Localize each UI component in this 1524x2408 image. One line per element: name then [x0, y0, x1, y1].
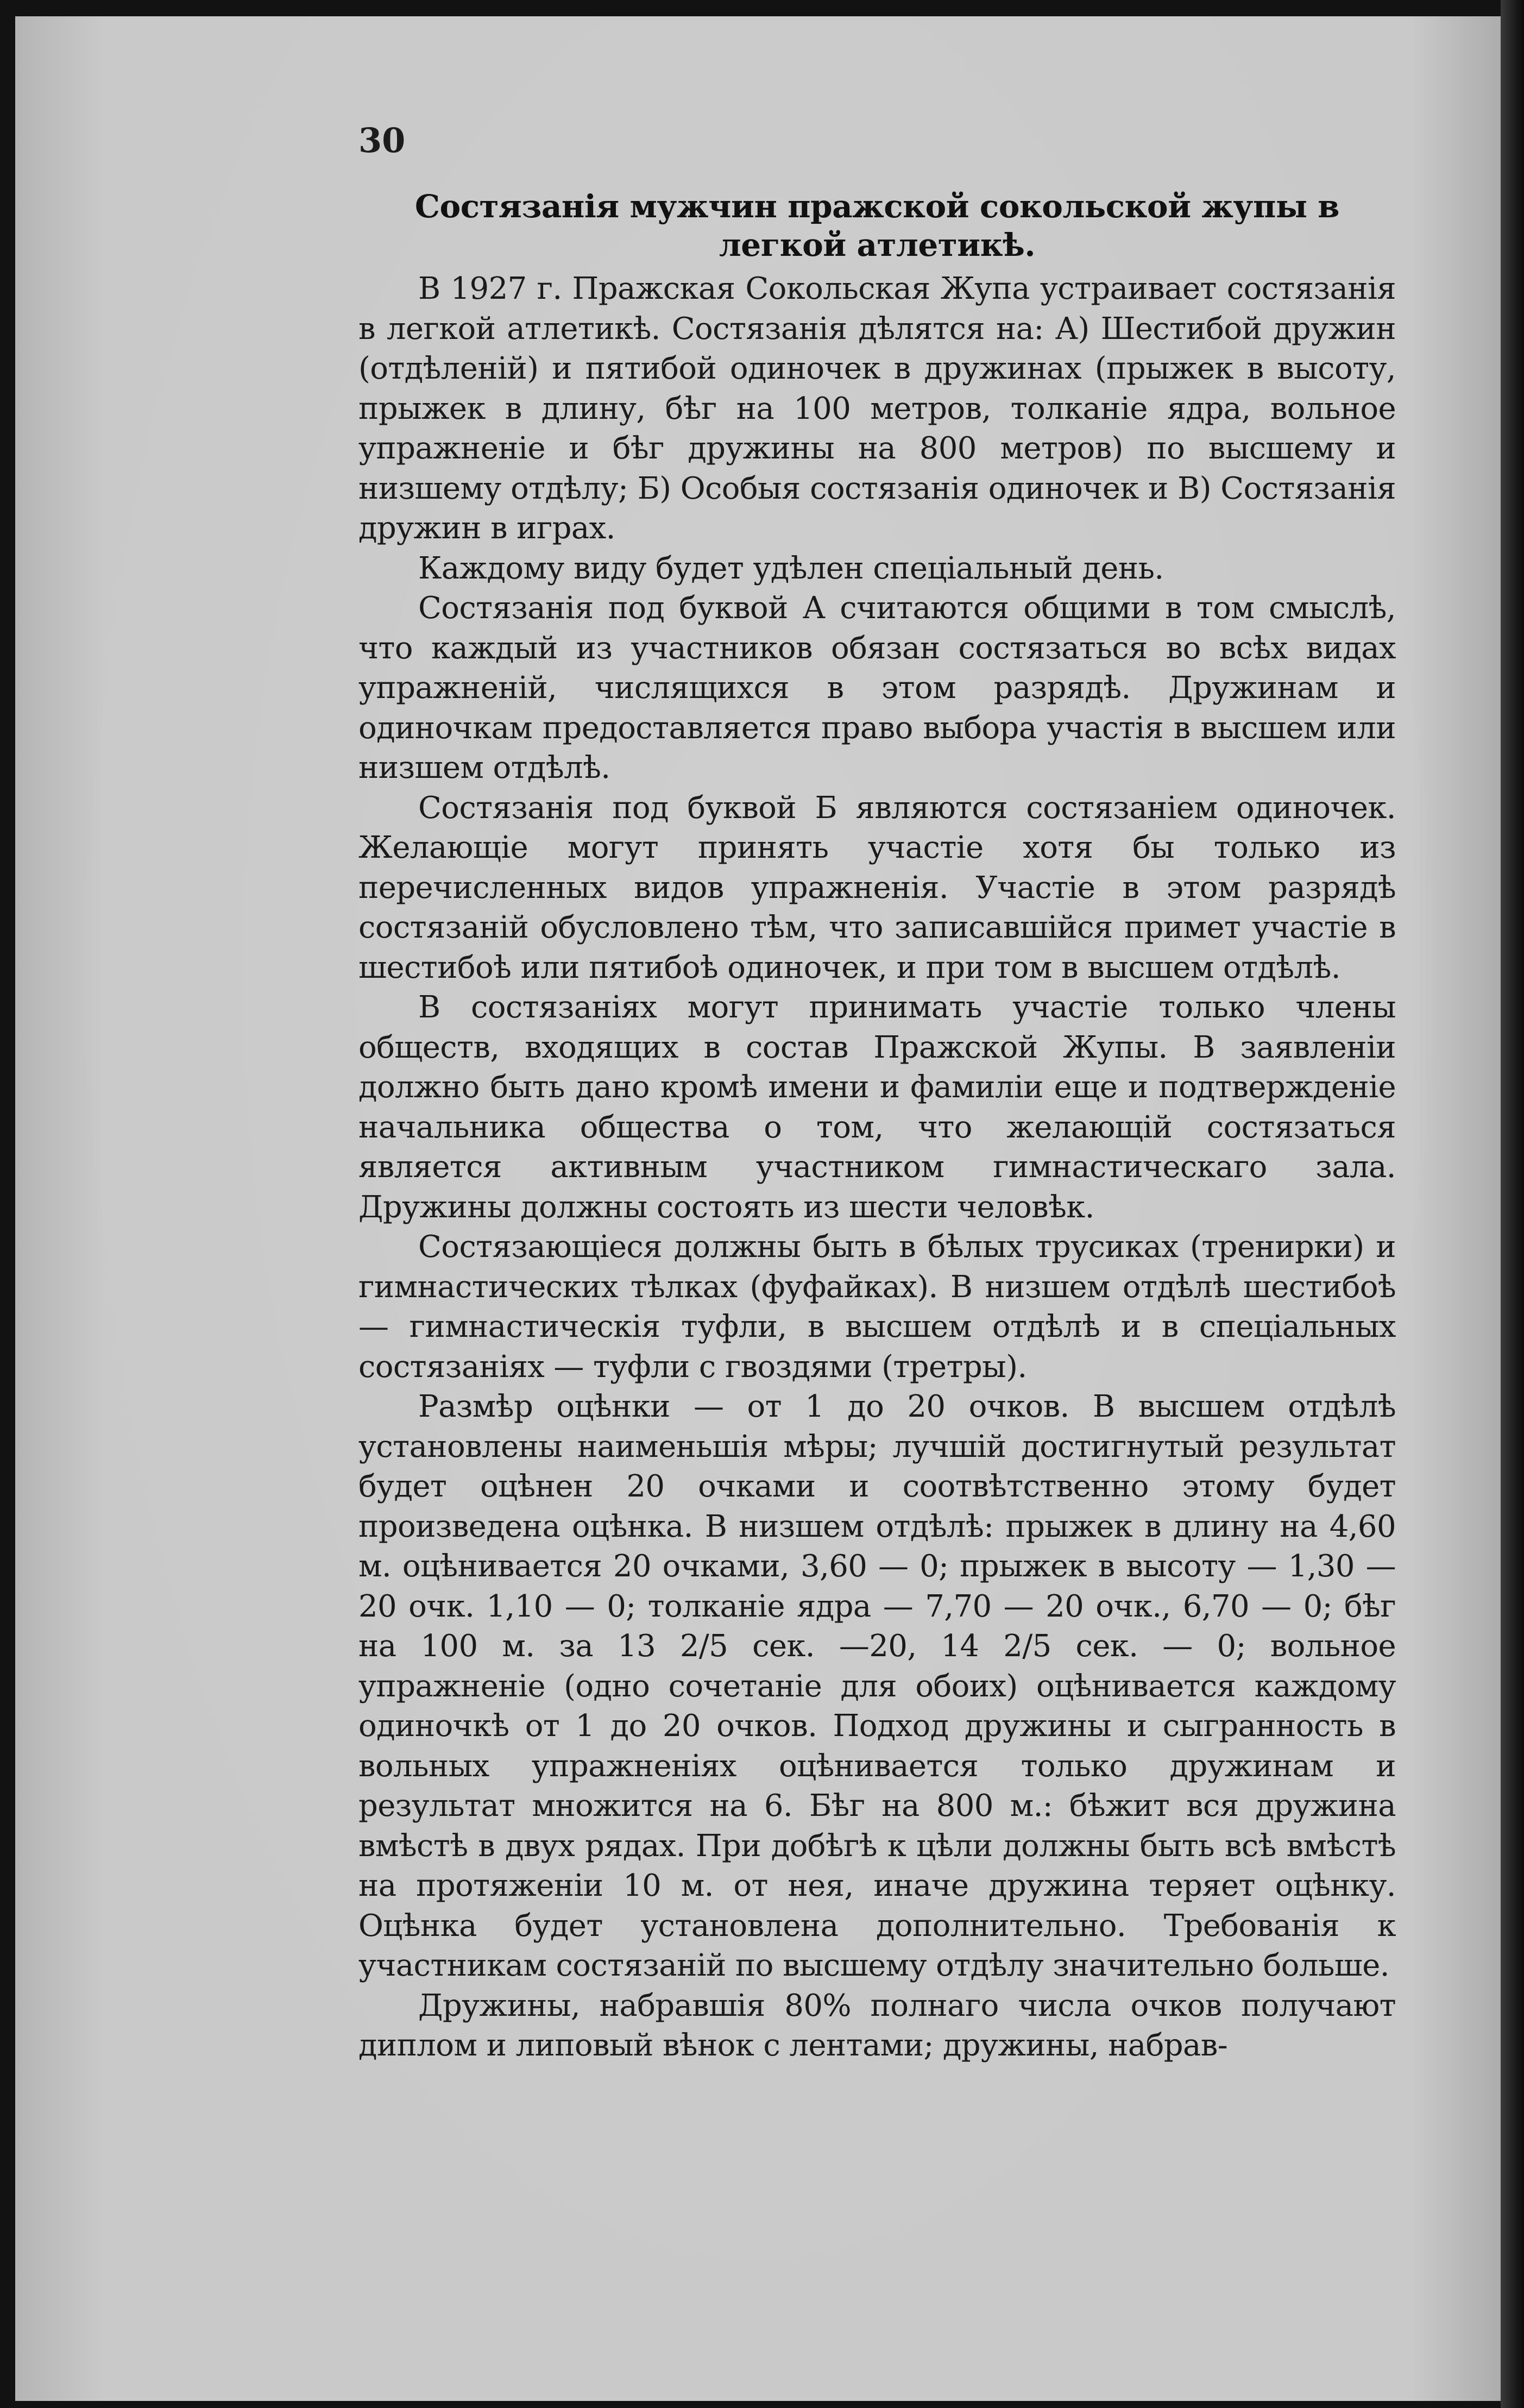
paragraph: В состязаніях могут принимать участіе только члены обществ, входящих в состав Пражской Жупы. В заявленіи должно быть дано кромѣ имени и фамиліи еще и подтвержденіе начальника общества о том, что желающій состязаться является активным участником гимнастическаго зала. Дружины должны состоять из шести человѣк.	[358, 990, 1396, 1225]
paragraph: Состязанія под буквой А считаются общими в том смыслѣ, что каждый из участников обязан состязаться во всѣх видах упражненій, числящихся в этом разрядѣ. Дружинам и одиночкам предоставляется право выбора участія в высшем или низшем отдѣлѣ.	[358, 590, 1396, 785]
page-edge-shadow	[1501, 0, 1524, 2408]
paragraph: В 1927 г. Пражская Сокольская Жупа устраивает состязанія в легкой атлетикѣ. Состязанія дѣлятся на: А) Шестибой дружин (отдѣленій) и пятибой одиночек в дружинах (прыжек в высоту, прыжек в длину, бѣг на 100 метров, толканіе ядра, вольное упражненіе и бѣг дружины на 800 метров) по высшему и низшему отдѣлу; Б) Особыя состязанія одиночек и В) Состязанія дружин в играх.	[358, 271, 1396, 546]
paragraph: Состязанія под буквой Б являются состязаніем одиночек. Желающіе могут принять участіе хотя бы только из перечисленных видов упражненія. Участіе в этом разрядѣ состязаній обусловлено тѣм, что записавшійся примет участіе в шестибоѣ или пятибоѣ одиночек, и при том в высшем отдѣлѣ.	[358, 790, 1396, 985]
paragraph: Состязающіеся должны быть в бѣлых трусиках (тренирки) и гимнастических тѣлках (фуфайках). В низшем отдѣлѣ шестибоѣ — гимнастическія туфли, в высшем отдѣлѣ и в спеціальных состязаніях — туфли с гвоздями (третры).	[358, 1229, 1396, 1385]
section-title: Состязанія мужчин пражской сокольской жупы в легкой атлетикѣ.	[414, 188, 1340, 263]
page-number: 30	[358, 121, 406, 160]
paragraph: Дружины, набравшія 80% полнаго числа очков получают диплом и липовый вѣнок с лентами; дружины, набрав-	[358, 1988, 1396, 2063]
paragraph: Размѣр оцѣнки — от 1 до 20 очков. В высшем отдѣлѣ установлены наименьшія мѣры; лучшій достигнутый результат будет оцѣнен 20 очками и соотвѣтственно этому будет произведена оцѣнка. В низшем отдѣлѣ: прыжек в длину на 4,60 м. оцѣнивается 20 очками, 3,60 — 0; прыжек в высоту — 1,30 — 20 очк. 1,10 — 0; толканіе ядра — 7,70 — 20 очк., 6,70 — 0; бѣг на 100 м. за 13 2/5 сек. —20, 14 2/5 сек. — 0; вольное упражненіе (одно сочетаніе для обоих) оцѣнивается каждому одиночкѣ от 1 до 20 очков. Подход дружины и сыгранность в вольных упражненіях оцѣнивается только дружинам и результат множится на 6. Бѣг на 800 м.: бѣжит вся дружина вмѣстѣ в двух рядах. При добѣгѣ к цѣли должны быть всѣ вмѣстѣ на протяженіи 10 м. от нея, иначе дружина теряет оцѣнку. Оцѣнка будет установлена дополнительно. Требованія к участникам состязаній по высшему отдѣлу значительно больше.	[358, 1389, 1396, 1983]
body-text	[358, 269, 1396, 2066]
paragraph: Каждому виду будет удѣлен спеціальный день.	[418, 550, 1164, 586]
